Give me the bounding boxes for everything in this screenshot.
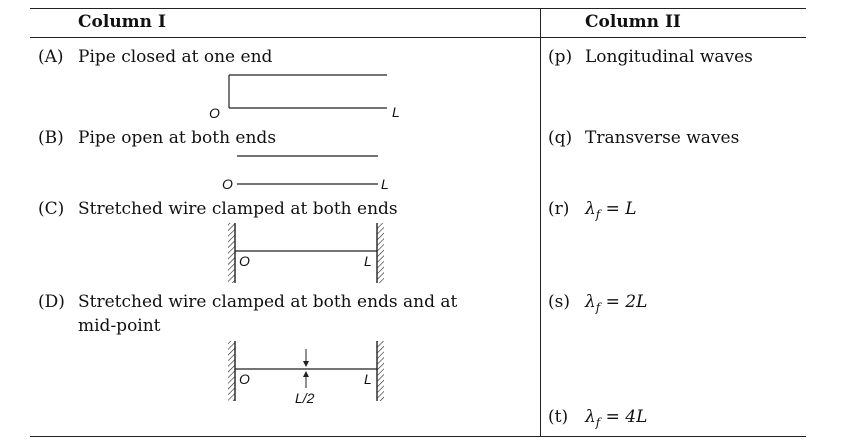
item-c-text: Stretched wire clamped at both ends	[78, 199, 398, 219]
midpoint-label: L/2	[295, 390, 315, 406]
item-r-tag: (r)	[548, 199, 570, 219]
item-r-rhs: = L	[605, 199, 637, 219]
midpoint-clamped-wire-figure	[228, 341, 384, 406]
subscript-f: f	[595, 207, 601, 222]
item-p-text: Longitudinal waves	[585, 47, 753, 67]
item-a-tag: (A)	[38, 47, 64, 67]
item-q-text: Transverse waves	[585, 128, 740, 148]
closed-pipe-end-label: L	[392, 104, 400, 120]
closed-pipe-figure	[209, 75, 400, 121]
item-q-tag: (q)	[548, 128, 573, 148]
column-2-header: Column II	[585, 12, 681, 32]
closed-pipe-origin-label: O	[209, 105, 220, 121]
open-pipe-end-label: L	[381, 176, 389, 192]
wire-origin-label: O	[239, 253, 250, 269]
item-c-tag: (C)	[38, 199, 65, 219]
subscript-f: f	[595, 300, 601, 315]
item-d-text-line2: mid-point	[78, 316, 161, 336]
item-a-text: Pipe closed at one end	[78, 47, 273, 67]
item-t-tag: (t)	[548, 407, 569, 427]
open-pipe-origin-label: O	[222, 176, 233, 192]
right-clamp-hatch	[377, 223, 384, 283]
wire-end-label: L	[364, 371, 372, 387]
lambda-symbol: λ	[585, 199, 596, 219]
wire-origin-label: O	[239, 371, 250, 387]
right-clamp-hatch	[377, 341, 384, 401]
item-d-text: Stretched wire clamped at both ends and at	[78, 292, 458, 312]
left-clamp-hatch	[228, 341, 235, 401]
item-b-text: Pipe open at both ends	[78, 128, 277, 148]
item-t-rhs: = 4L	[605, 407, 648, 427]
open-pipe-figure	[222, 156, 389, 192]
subscript-f: f	[595, 415, 601, 430]
item-b-tag: (B)	[38, 128, 64, 148]
item-s-rhs: = 2L	[605, 292, 648, 312]
item-d-tag: (D)	[38, 292, 65, 312]
midpoint-arrow-up-icon	[303, 371, 309, 377]
lambda-symbol: λ	[585, 407, 596, 427]
column-1-header: Column I	[78, 12, 166, 32]
lambda-symbol: λ	[585, 292, 596, 312]
clamped-wire-figure	[228, 223, 384, 283]
wire-end-label: L	[364, 253, 372, 269]
left-clamp-hatch	[228, 223, 235, 283]
item-s-tag: (s)	[548, 292, 570, 312]
item-p-tag: (p)	[548, 47, 573, 67]
midpoint-arrow-down-icon	[303, 361, 309, 367]
